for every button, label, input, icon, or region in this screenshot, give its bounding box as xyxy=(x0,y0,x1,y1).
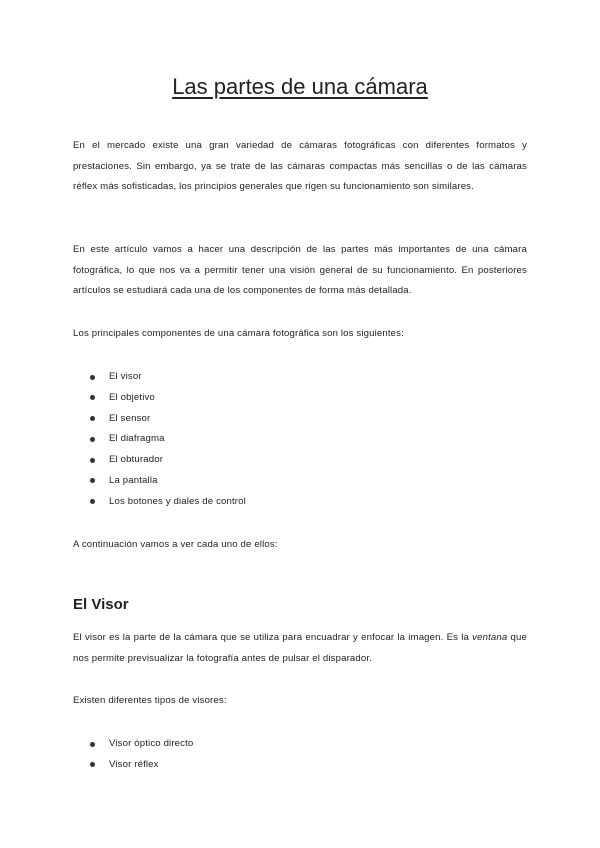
bullet-icon xyxy=(90,499,95,504)
list-item: El objetivo xyxy=(73,388,527,409)
bullet-icon xyxy=(90,416,95,421)
visor-types-list xyxy=(73,734,527,776)
bullet-icon xyxy=(90,762,95,767)
list-item: El visor xyxy=(73,367,527,388)
bullet-icon xyxy=(90,458,95,463)
components-intro: Los principales componentes de una cámara fotográfica son los siguientes: xyxy=(73,328,404,339)
list-item: Los botones y diales de control xyxy=(73,492,527,513)
bullet-icon xyxy=(90,742,95,747)
list-item: Visor réflex xyxy=(73,755,527,776)
section-heading-visor: El Visor xyxy=(73,596,129,613)
article-paragraph: En este artículo vamos a hacer una descripción de las partes más importantes de una cámara fotográfica, lo que nos va a permitir tener una visión general de su funcionamiento. En posteriores artículos se estudiará cada una de los componentes de forma más detallada. xyxy=(73,244,527,296)
bullet-icon xyxy=(90,478,95,483)
bullet-icon xyxy=(90,375,95,380)
list-item: El sensor xyxy=(73,409,527,430)
bullet-icon xyxy=(90,437,95,442)
list-item: La pantalla xyxy=(73,471,527,492)
list-item: El diafragma xyxy=(73,429,527,450)
visor-types-intro: Existen diferentes tipos de visores: xyxy=(73,695,227,706)
bullet-icon xyxy=(90,395,95,400)
list-item: El obturador xyxy=(73,450,527,471)
components-list xyxy=(73,367,527,513)
list-item: Visor óptico directo xyxy=(73,734,527,755)
intro-paragraph: En el mercado existe una gran variedad de cámaras fotográficas con diferentes formatos y prestaciones. Sin embargo, ya se trate de las cámaras compactas más sencillas o de las cámaras réflex más sofisticadas, los principios generales que rigen su funcionamiento son similares. xyxy=(73,140,527,192)
continuation-text: A continuación vamos a ver cada uno de ellos: xyxy=(73,539,278,550)
visor-paragraph: El visor es la parte de la cámara que se utiliza para encuadrar y enfocar la imagen. Es la ventana que nos permite previsualizar la fotografía antes de pulsar el disparador. xyxy=(73,632,527,664)
page-title: Las partes de una cámara xyxy=(172,74,428,99)
emphasis-text: ventana xyxy=(472,632,508,643)
